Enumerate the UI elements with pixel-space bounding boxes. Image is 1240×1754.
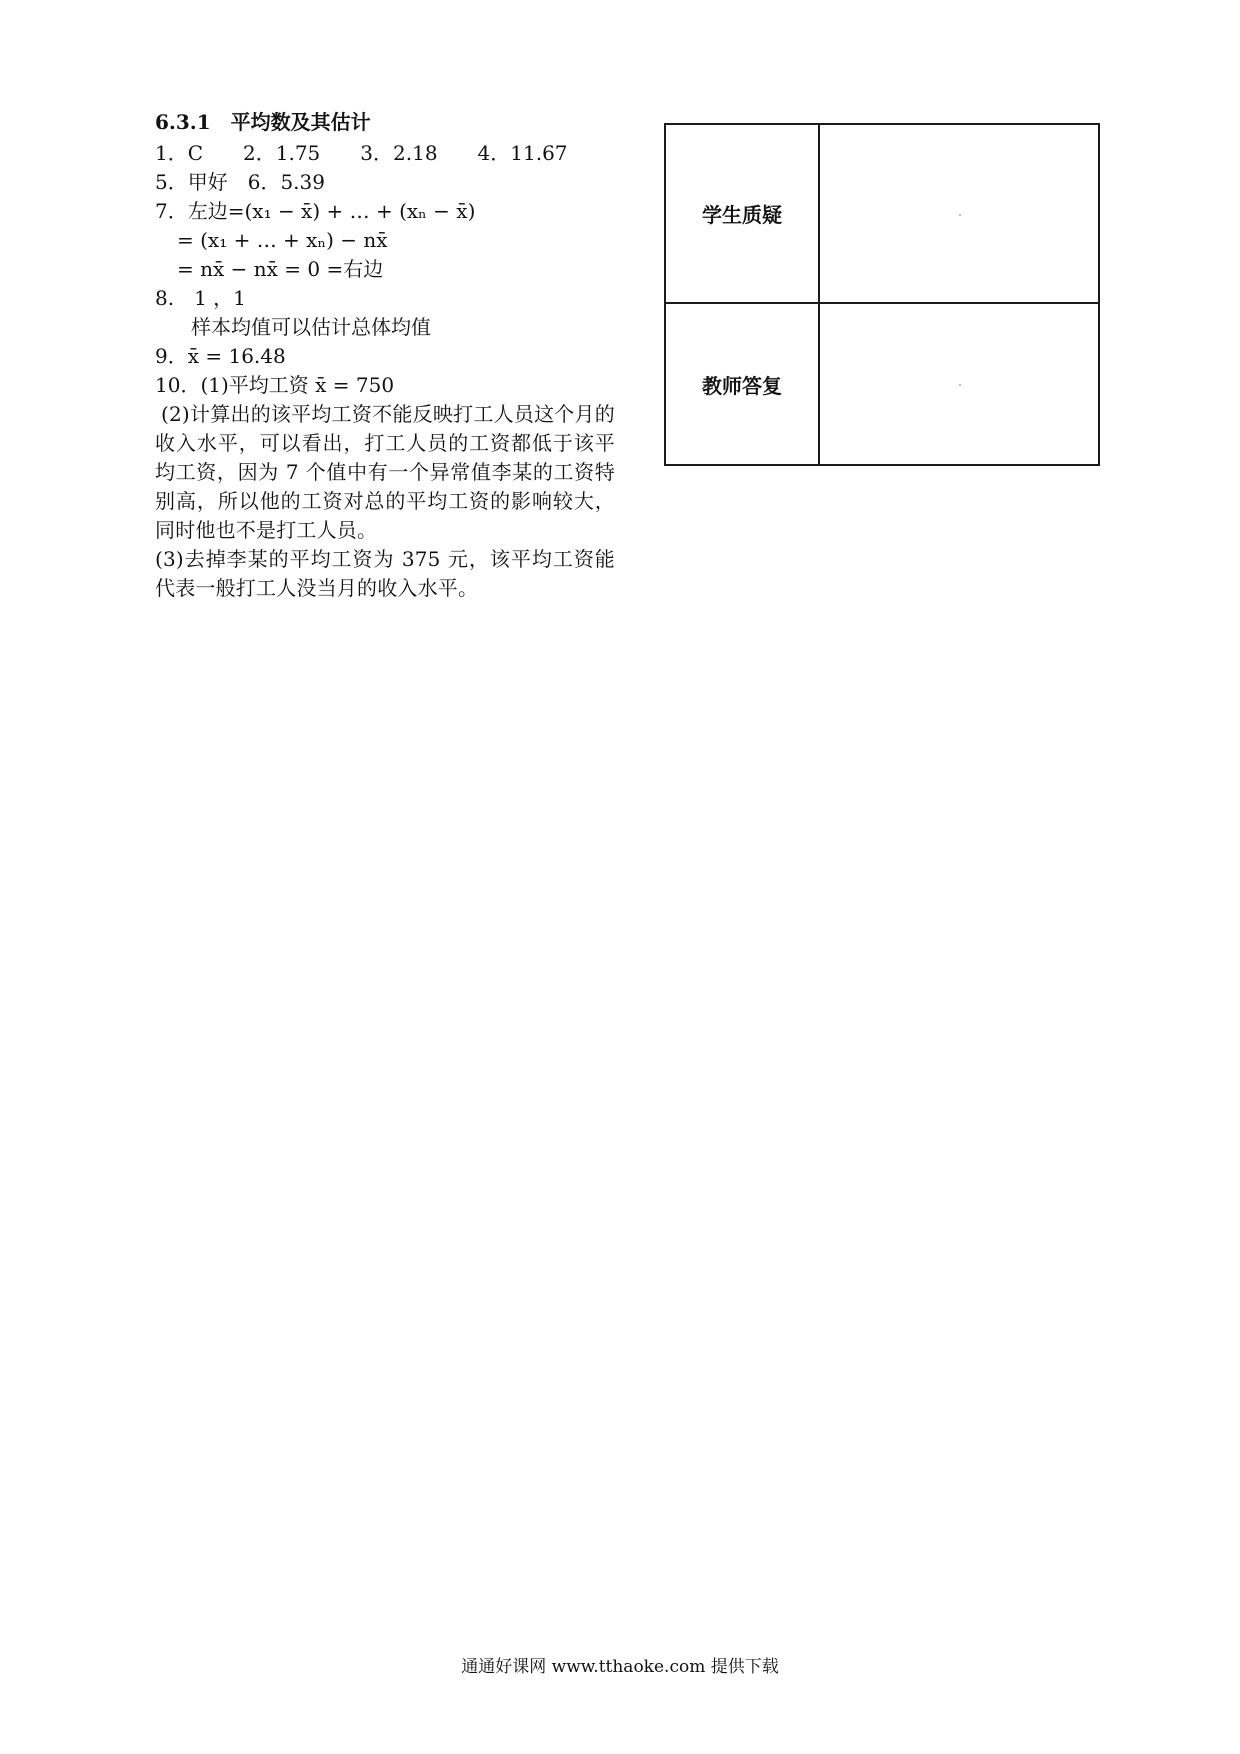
- page-footer: 通通好课网 www.tthaoke.com 提供下载: [461, 1657, 779, 1677]
- answer-column: [155, 108, 615, 603]
- answer-line-6: 8. 1 ，1: [155, 286, 246, 310]
- answer-line-3: 7．左边=(x₁ − x̄) + … + (xₙ − x̄): [155, 199, 476, 223]
- answer-paragraph-3: (3)去掉李某的平均工资为 375 元，该平均工资能代表一般打工人没当月的收入水平。: [155, 547, 615, 600]
- answer-line-9: 10．(1)平均工资 x̄ = 750: [155, 373, 395, 397]
- cell-dot: [959, 384, 961, 386]
- answer-line-8: 9．x̄ = 16.48: [155, 344, 286, 368]
- answer-paragraph-2: (2)计算出的该平均工资不能反映打工人员这个月的收入水平，可以看出，打工人员的工资都低于该平均工资，因为 7 个值中有一个异常值李某的工资特别高，所以他的工资对总的平均工资的影响较大，同时他也不是打工人员。: [155, 402, 615, 542]
- teacher-reply-label: 教师答复: [665, 303, 819, 465]
- section-title: 6.3.1 平均数及其估计: [155, 110, 371, 134]
- answer-line-4: = (x₁ + … + xₙ) − nx̄: [177, 228, 388, 252]
- teacher-reply-cell: [819, 303, 1099, 465]
- answer-line-7: 样本均值可以估计总体均值: [191, 315, 431, 339]
- qa-table: [664, 123, 1100, 466]
- student-question-row: [665, 124, 1099, 303]
- answer-line-1: 1．C 2．1.75 3．2.18 4．11.67: [155, 141, 568, 165]
- cell-dot: [959, 214, 961, 216]
- student-question-label: 学生质疑: [665, 124, 819, 303]
- answer-line-5: = nx̄ − nx̄ = 0 =右边: [177, 257, 384, 281]
- teacher-reply-row: [665, 303, 1099, 465]
- answer-line-2: 5．甲好 6．5.39: [155, 170, 325, 194]
- student-question-cell: [819, 124, 1099, 303]
